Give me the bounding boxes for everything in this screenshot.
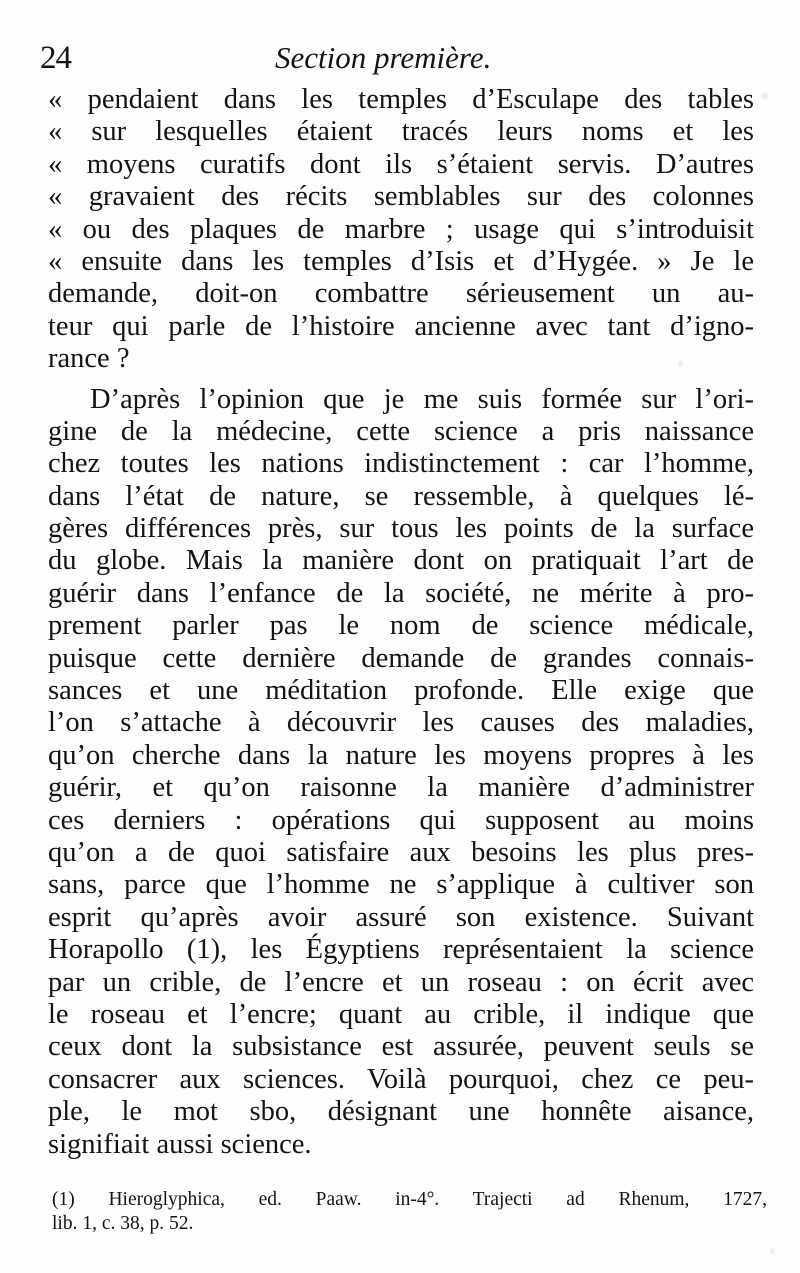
text-line: dans l’état de nature, se ressemble, à quelques lé- bbox=[48, 480, 754, 512]
text-line: gères différences près, sur tous les points de la surface bbox=[48, 513, 754, 545]
text-line: Horapollo (1), les Égyptiens représentaient la science bbox=[48, 934, 754, 966]
text-line: ces derniers : opérations qui supposent au moins bbox=[48, 804, 754, 836]
text-line: signifiait aussi science. bbox=[48, 1128, 312, 1160]
text-line: sans, parce que l’homme ne s’applique à cultiver son bbox=[48, 869, 754, 901]
text-line: « pendaient dans les temples d’Esculape des tables bbox=[48, 84, 754, 115]
text-line: sances et une méditation profonde. Elle exige que bbox=[48, 675, 754, 707]
text-line: teur qui parle de l’histoire ancienne avec tant d’igno- bbox=[48, 310, 754, 342]
page-header bbox=[40, 36, 760, 84]
text-line: guérir dans l’enfance de la société, ne mérite à pro- bbox=[48, 577, 754, 609]
text-line: « moyens curatifs dont ils s’étaient servis. D’autres bbox=[48, 148, 754, 180]
paper-mark bbox=[770, 1248, 775, 1254]
text-line: « ou des plaques de marbre ; usage qui s’introduisit bbox=[48, 213, 754, 245]
paper-mark bbox=[678, 360, 683, 367]
running-title: Section première. bbox=[275, 40, 492, 75]
text-line: gine de la médecine, cette science a pris naissance bbox=[48, 415, 754, 447]
footnote-line: (1) Hieroglyphica, ed. Paaw. in-4°. Trajecti ad Rhenum, 1727, bbox=[52, 1189, 767, 1210]
text-line: consacrer aux sciences. Voilà pourquoi, chez ce peu- bbox=[48, 1063, 754, 1095]
footnote-line: lib. 1, c. 38, p. 52. bbox=[52, 1213, 194, 1234]
paragraph-gap bbox=[48, 376, 754, 384]
text-line: qu’on cherche dans la nature les moyens propres à les bbox=[48, 739, 754, 771]
text-line: ceux dont la subsistance est assurée, peuvent seuls se bbox=[48, 1031, 754, 1063]
text-line: puisque cette dernière demande de grandes connais- bbox=[48, 642, 754, 674]
paper-mark bbox=[762, 92, 768, 100]
text-line: par un crible, de l’encre et un roseau : on écrit avec bbox=[48, 966, 754, 998]
body-text bbox=[48, 84, 754, 1161]
text-line: du globe. Mais la manière dont on pratiquait l’art de bbox=[48, 545, 754, 577]
text-line: « sur lesquelles étaient tracés leurs noms et les bbox=[48, 116, 754, 148]
footnote bbox=[52, 1188, 767, 1236]
text-line: l’on s’attache à découvrir les causes des maladies, bbox=[48, 707, 754, 739]
text-line: guérir, et qu’on raisonne la manière d’administrer bbox=[48, 772, 754, 804]
text-line: le roseau et l’encre; quant au crible, il indique que bbox=[48, 998, 754, 1030]
text-line: qu’on a de quoi satisfaire aux besoins les plus pres- bbox=[48, 836, 754, 868]
text-line: chez toutes les nations indistinctement : car l’homme, bbox=[48, 448, 754, 480]
text-line: demande, doit-on combattre sérieusement un au- bbox=[48, 278, 754, 310]
text-line: prement parler pas le nom de science médicale, bbox=[48, 610, 754, 642]
text-line: rance ? bbox=[48, 343, 130, 375]
text-line: D’après l’opinion que je me suis formée sur l’ori- bbox=[90, 383, 754, 415]
page-number: 24 bbox=[40, 40, 71, 76]
text-line: esprit qu’après avoir assuré son existence. Suivant bbox=[48, 901, 754, 933]
text-line: « ensuite dans les temples d’Isis et d’Hygée. » Je le bbox=[48, 245, 754, 277]
text-line: ple, le mot sbo, désignant une honnête aisance, bbox=[48, 1096, 754, 1128]
text-line: « gravaient des récits semblables sur des colonnes bbox=[48, 181, 754, 213]
